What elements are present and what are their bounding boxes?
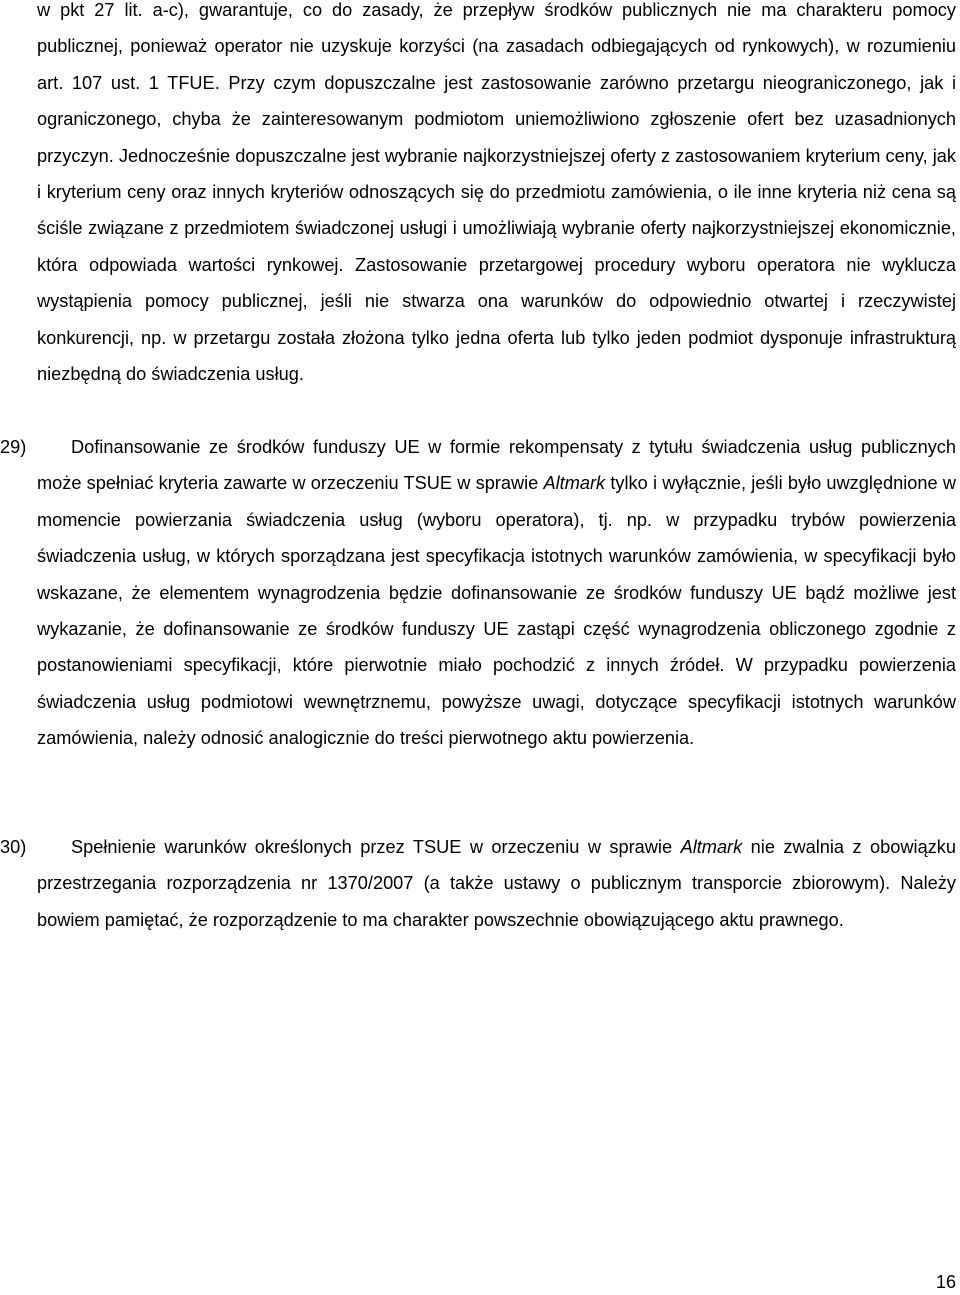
item-text-part: tylko i wyłącznie, jeśli było uwzględnione w momencie powierzania świadczenia usług (wyboru operatora), tj. np. w przypadku trybów powierzenia świadczenia usług, w których sporządzana jest specyfikacja istotnych warunków zamówienia, w specyfikacji było wskazane, że elementem wynagrodzenia będzie dofinansowanie ze środków funduszy UE bądź możliwe jest wykazanie, że dofinansowanie ze środków funduszy UE zastąpi część wynagrodzenia obliczonego zgodnie z postanowieniami specyfikacji, które pierwotnie miało pochodzić z innych źródeł. W przypadku powierzenia świadczenia usług podmiotowi wewnętrznemu, powyższe uwagi, dotyczące specyfikacji istotnych warunków zamówienia, należy odnosić analogicznie do treści pierwotnego aktu powierzenia. — [37, 473, 956, 749]
item-number: 30) — [0, 837, 27, 857]
item-text — [37, 829, 956, 938]
item-text-part: Dofinansowanie ze środków funduszy UE w formie rekompensaty z tytułu świadczenia usług publicznych może spełniać kryteria zawarte w orzeczeniu TSUE w sprawie — [37, 437, 956, 494]
numbered-item-30 — [0, 829, 956, 938]
item-text-part: nie zwalnia z obowiązku przestrzegania rozporządzenia nr 1370/2007 (a także ustawy o publicznym transporcie zbiorowym). Należy bowiem pamiętać, że rozporządzenie to ma charakter powszechnie obowiązującego aktu prawnego. — [37, 837, 956, 930]
item-text-part: Spełnienie warunków określonych przez TSUE w orzeczeniu w sprawie — [71, 837, 681, 857]
case-name-italic: Altmark — [680, 837, 743, 857]
numbered-item-29 — [0, 429, 956, 757]
page-number: 16 — [935, 1272, 956, 1292]
intro-paragraph: w pkt 27 lit. a-c), gwarantuje, co do zasady, że przepływ środków publicznych nie ma charakteru pomocy publicznej, ponieważ operator nie uzyskuje korzyści (na zasadach odbiegających od rynkowych), w rozumieniu art. 107 ust. 1 TFUE. Przy czym dopuszczalne jest zastosowanie zarówno przetargu nieograniczonego, jak i ograniczonego, chyba że zainteresowanym podmiotom uniemożliwiono zgłoszenie ofert bez uzasadnionych przyczyn. Jednocześnie dopuszczalne jest wybranie najkorzystniejszej oferty z zastosowaniem kryterium ceny, jak i kryterium ceny oraz innych kryteriów odnoszących się do przedmiotu zamówienia, o ile inne kryteria niż cena są ściśle związane z przedmiotem świadczonej usługi i umożliwiają wybranie oferty najkorzystniejszej ekonomicznie, która odpowiada wartości rynkowej. Zastosowanie przetargowej procedury wyboru operatora nie wyklucza wystąpienia pomocy publicznej, jeśli nie stwarza ona warunków do odpowiednio otwartej i rzeczywistej konkurencji, np. w przetargu została złożona tylko jedna oferta lub tylko jeden podmiot dysponuje infrastrukturą niezbędną do świadczenia usług. — [37, 0, 956, 385]
item-text — [37, 429, 956, 757]
case-name-italic: Altmark — [543, 473, 606, 494]
item-number: 29) — [0, 437, 27, 457]
